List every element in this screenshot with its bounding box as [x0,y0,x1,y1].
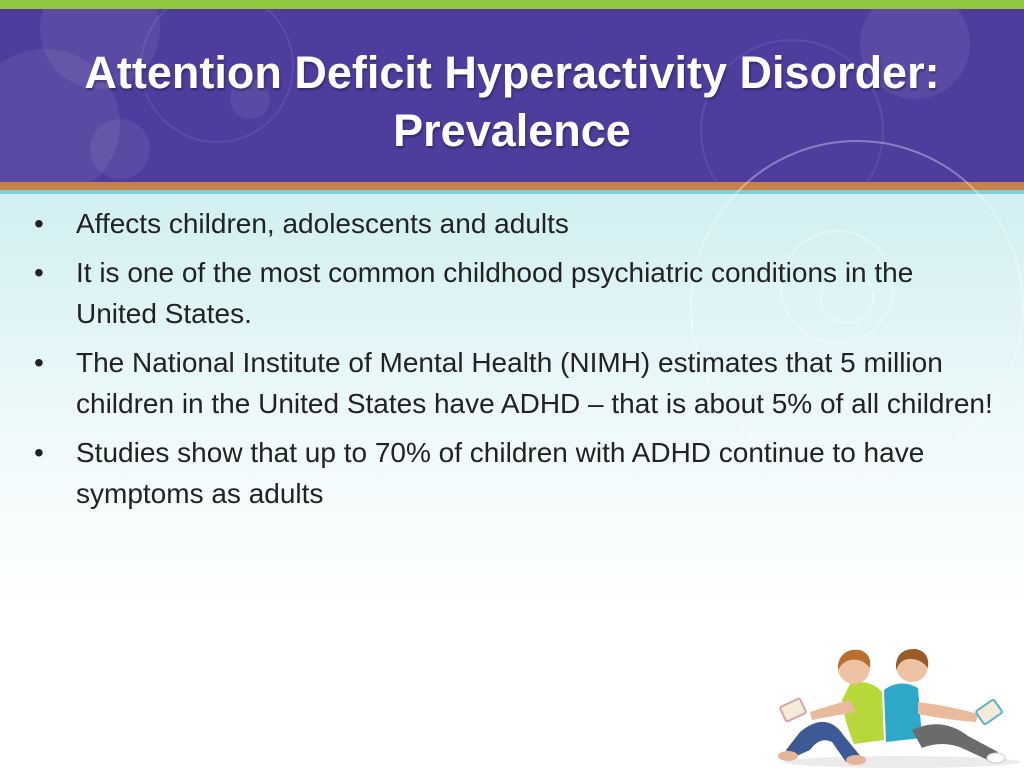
left-boy-figure [778,650,884,765]
bullet-text: Affects children, adolescents and adults [76,208,569,239]
left-boy-foot [846,755,866,765]
bullet-text: Studies show that up to 70% of children with ADHD continue to have symptoms as adults [76,437,925,509]
bullet-marker: • [34,437,44,468]
bullet-item [30,252,1000,334]
page-title: Attention Deficit Hyperactivity Disorder: Prevalence [84,47,940,156]
bullet-item [30,342,1000,424]
bullet-item [30,203,1000,244]
bullet-text: It is one of the most common childhood psychiatric conditions in the United States. [76,257,914,329]
top-accent-stripe [0,0,1024,9]
right-boy-figure [884,649,1005,763]
bullet-marker: • [34,347,44,378]
left-boy-book [780,698,807,722]
bullet-item [30,432,1000,514]
left-boy-foot [778,751,798,761]
right-boy-book [975,699,1002,725]
right-boy-foot [987,753,1005,763]
bullet-marker: • [34,208,44,239]
bullet-text: The National Institute of Mental Health (NIMH) estimates that 5 million children in the United States have ADHD – that is about 5% of all children! [76,347,993,419]
bullet-marker: • [34,257,44,288]
bullet-list [30,203,1000,522]
right-boy-arm [918,702,978,722]
children-reading-illustration [772,640,1024,768]
